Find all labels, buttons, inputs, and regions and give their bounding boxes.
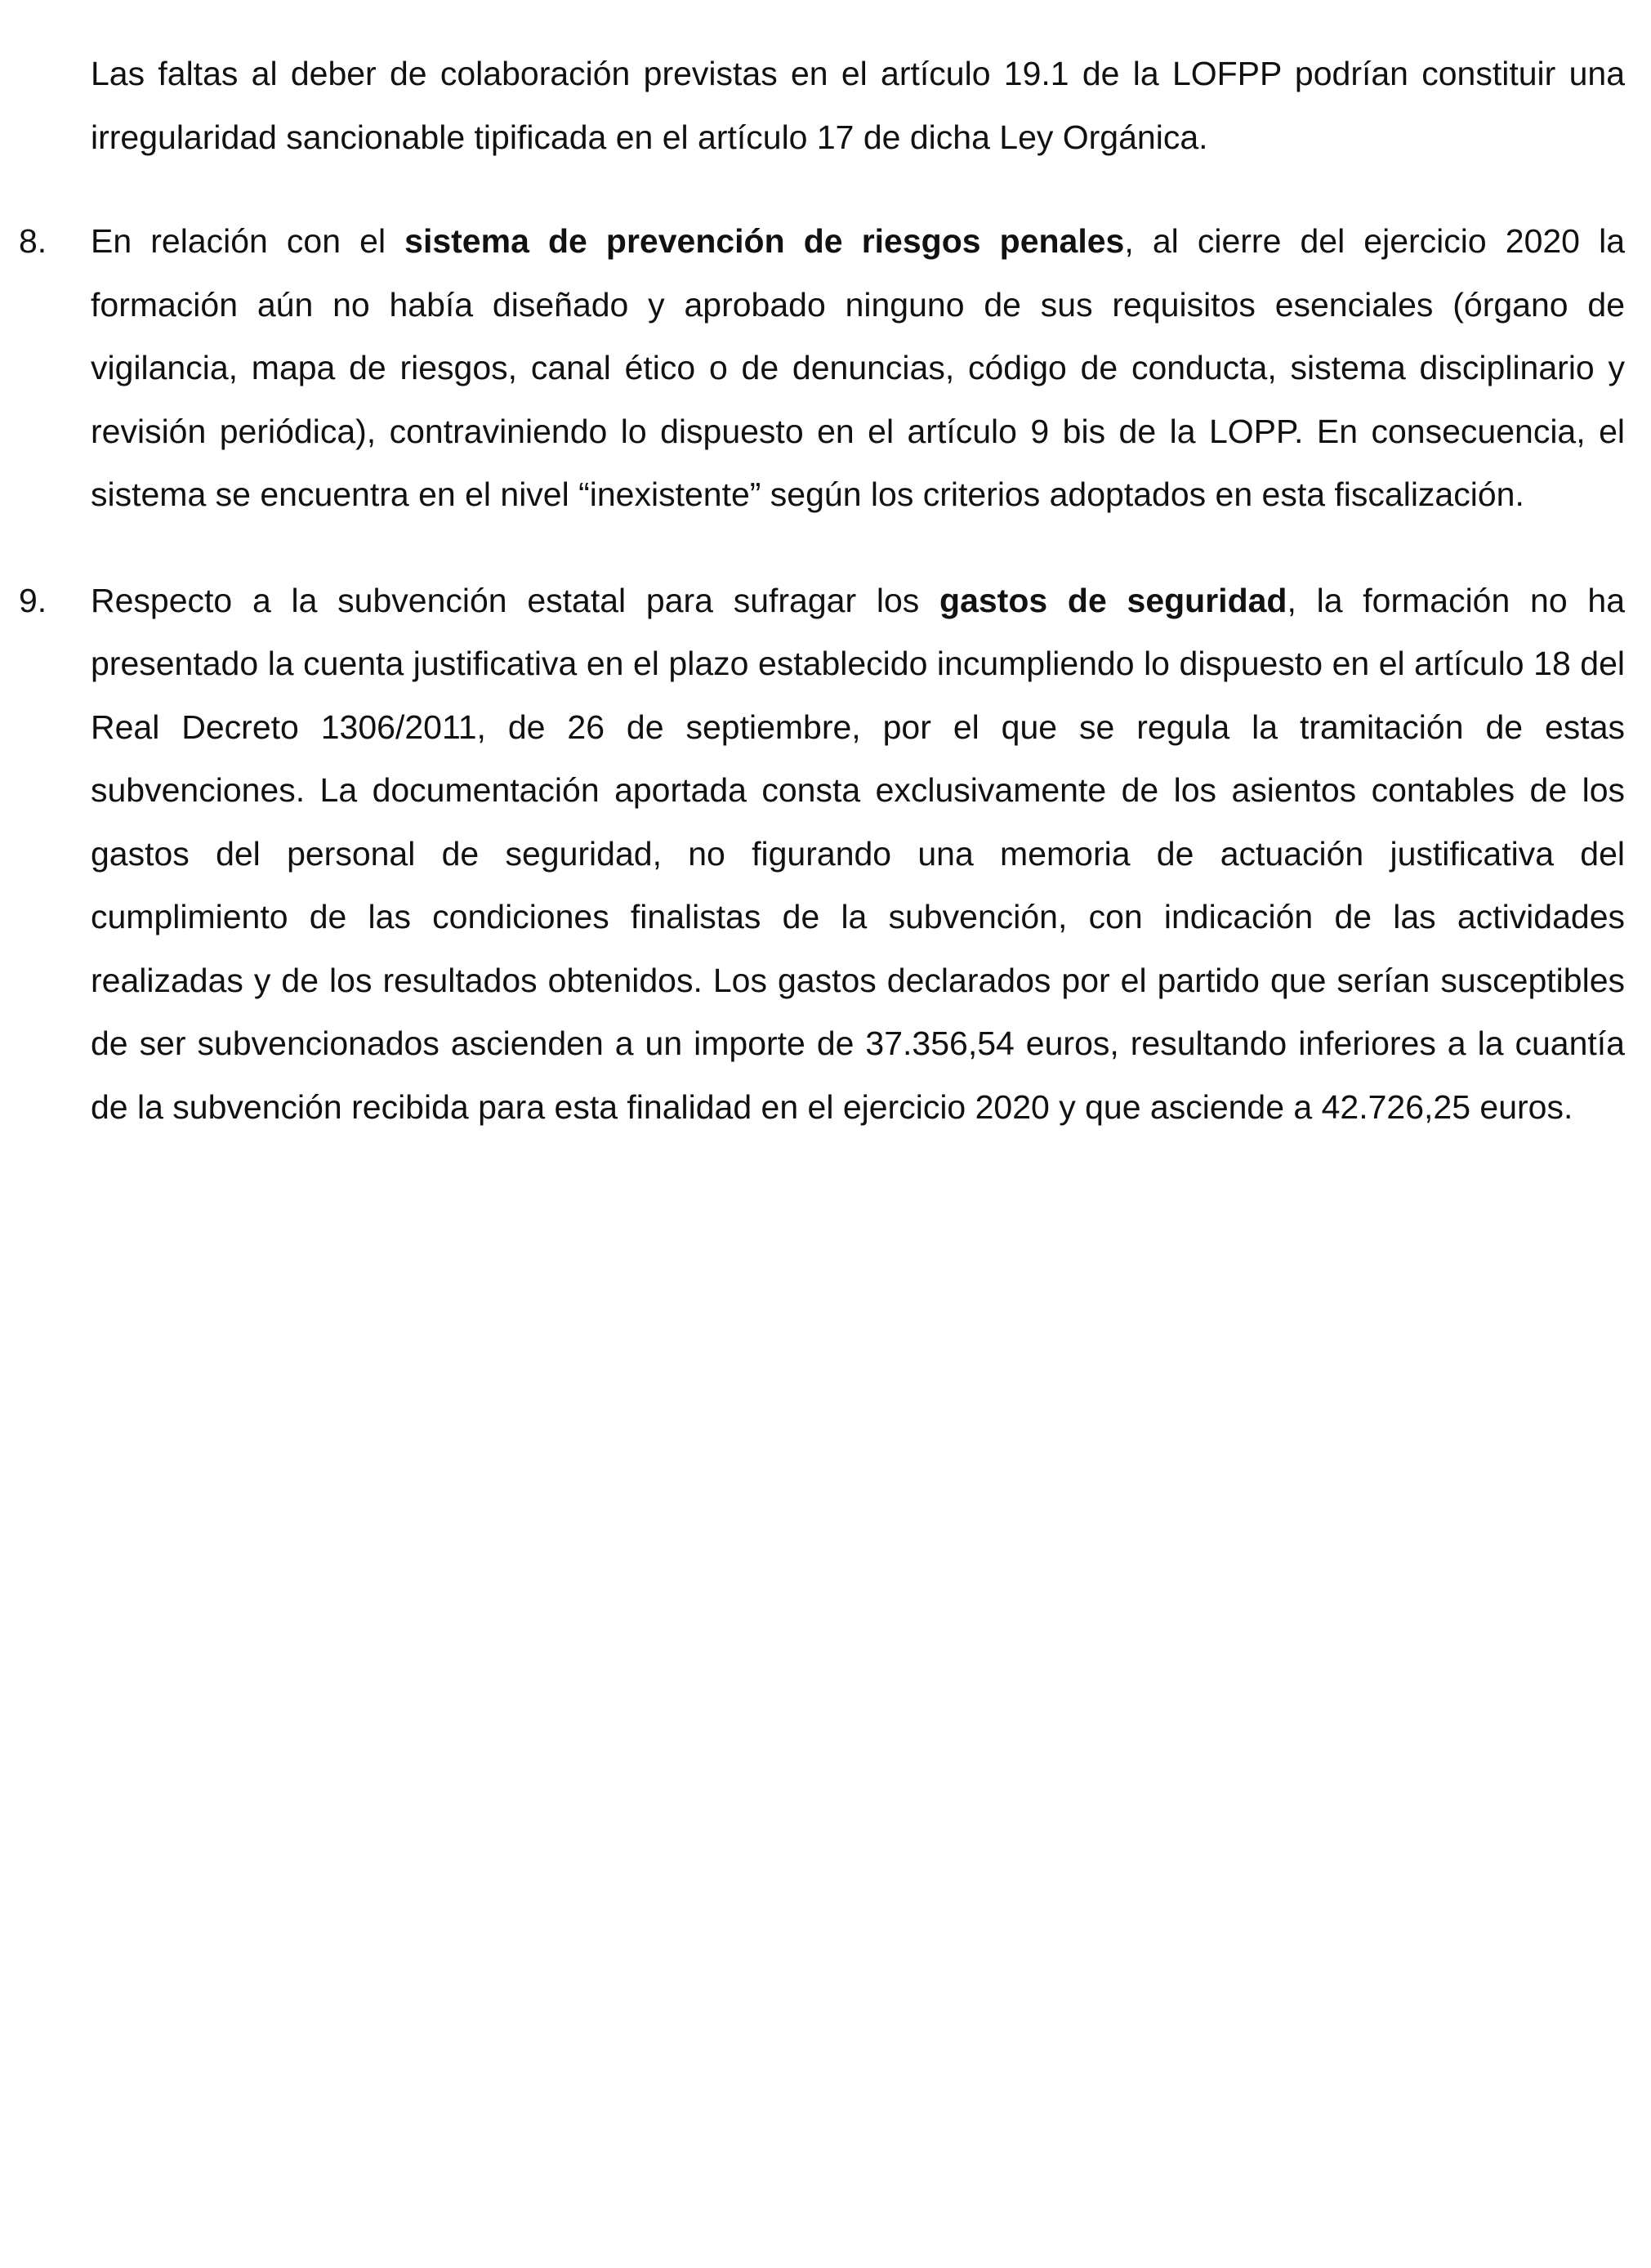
- text-after: , la formación no ha presentado la cuenta justificativa en el plazo establecido incumpliendo lo dispuesto en el artículo 18 del Real Decreto 1306/2011, de 26 de septiembre, por el que se regula la tramitación de estas subvenciones. La documentación aportada consta exclusivamente de los asientos contables de los gastos del personal de seguridad, no figurando una memoria de actuación justificativa del cumplimiento de las condiciones finalistas de la subvención, con indicación de las actividades realizadas y de los resultados obtenidos. Los gastos declarados por el partido que serían susceptibles de ser subvencionados ascienden a un importe de 37.356,54 euros, resultando inferiores a la cuantía de la subvención recibida para esta finalidad en el ejercicio 2020 y que asciende a 42.726,25 euros.: [91, 581, 1625, 1126]
- list-item-number: 9.: [19, 581, 47, 619]
- text-before: Respecto a la subvención estatal para sufragar los: [91, 581, 940, 619]
- list-item-text: [91, 569, 1625, 1140]
- text-before: En relación con el: [91, 222, 405, 260]
- list-item-text: [91, 210, 1625, 527]
- list-item-8: [19, 210, 1626, 527]
- intro-paragraph: Las faltas al deber de colaboración previstas en el artículo 19.1 de la LOFPP podrían constituir una irregularidad sancionable tipificada en el artículo 17 de dicha Ley Orgánica.: [91, 55, 1625, 156]
- list-item-9: [19, 569, 1625, 1140]
- text-after: , al cierre del ejercicio 2020 la formación aún no había diseñado y aprobado ninguno de sus requisitos esenciales (órgano de vigilancia, mapa de riesgos, canal ético o de denuncias, código de conducta, sistema disciplinario y revisión periódica), contraviniendo lo dispuesto en el artículo 9 bis de la LOPP. En consecuencia, el sistema se encuentra en el nivel “inexistente” según los criterios adoptados en esta fiscalización.: [91, 222, 1626, 513]
- list-item-number: 8.: [19, 222, 47, 260]
- document-body: [19, 42, 1626, 1181]
- bold-term: gastos de seguridad: [939, 581, 1287, 619]
- bold-term: sistema de prevención de riesgos penales: [404, 222, 1125, 260]
